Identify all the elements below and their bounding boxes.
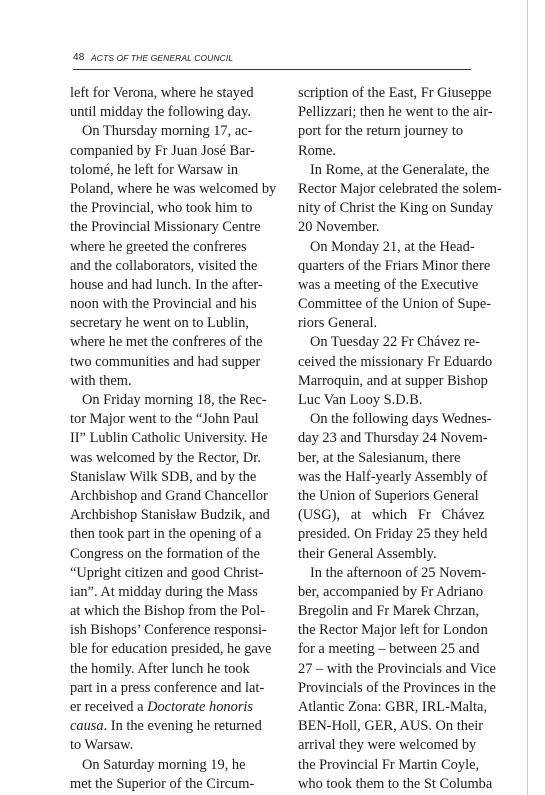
text-line: the Rector Major left for London: [298, 622, 488, 639]
text-line: 27 – with the Provincials and Vice: [298, 660, 496, 677]
text-line: Archbishop and Grand Chancellor: [70, 487, 268, 504]
text-line: ber, accompanied by Fr Adriano: [298, 583, 484, 600]
text-line: riors General.: [298, 315, 378, 332]
text-line: II” Lublin Catholic University. He: [70, 430, 268, 447]
text-line: the Provincial Missionary Centre: [70, 219, 261, 236]
text-line: ceived the missionary Fr Eduardo: [298, 353, 493, 370]
text-line: Poland, where he was welcomed by: [70, 180, 277, 197]
text-run: er received a: [70, 699, 148, 715]
text-line: Stanislaw Wilk SDB, and by the: [70, 468, 257, 485]
text-line: Rome.: [298, 142, 336, 159]
page-number: 48: [73, 52, 85, 63]
right-column: [298, 84, 508, 794]
text-line: [70, 717, 280, 736]
paragraph-start-line: In the afternoon of 25 Novem-: [310, 564, 487, 581]
page-edge-line: [527, 0, 528, 795]
text-line: ber, at the Salesianum, there: [298, 449, 461, 466]
text-line: until midday the following day.: [70, 104, 251, 121]
text-line: was the Half-yearly Assembly of: [298, 468, 488, 485]
paragraph-start-line: On Friday morning 18, the Rec-: [82, 392, 267, 408]
text-line: for a meeting – between 25 and: [298, 641, 480, 658]
text-line: part in a press conference and lat-: [70, 679, 265, 696]
text-line: tolomé, he left for Warsaw in: [70, 161, 239, 178]
text-line: 20 November.: [298, 219, 380, 236]
text-line: was welcomed by the Rector, Dr.: [70, 449, 261, 466]
text-line: at which the Bishop from the Pol-: [70, 603, 266, 620]
text-line: tor Major went to the “John Paul: [70, 411, 259, 428]
paragraph-start-line: On the following days Wednes-: [310, 411, 492, 428]
text-line: companied by Fr Juan José Bar-: [70, 142, 255, 159]
text-line: Archbishop Stanisław Budzik, and: [70, 507, 270, 524]
text-line: the Provincial Fr Martin Coyle,: [298, 756, 480, 773]
text-line: the homily. After lunch he took: [70, 660, 250, 677]
text-line: (USG), at which Fr Chávez: [298, 507, 485, 524]
text-line: who took them to the St Columba: [298, 775, 493, 792]
text-line: house and had lunch. In the after-: [70, 276, 263, 293]
italic-title: causa: [70, 718, 104, 735]
text-line: presided. On Friday 25 they held: [298, 526, 488, 543]
text-line: noon with the Provincial and his: [70, 296, 257, 313]
text-line: Bregolin and Fr Marek Chrzan,: [298, 603, 480, 620]
text-line: Luc Van Looy S.D.B.: [298, 392, 423, 408]
text-line: left for Verona, where he stayed: [70, 85, 254, 101]
text-line: BEN-Holl, GER, AUS. On their: [298, 718, 484, 735]
text-line: day 23 and Thursday 24 Novem-: [298, 430, 488, 447]
text-line: ian”. At midday during the Mass: [70, 583, 258, 600]
text-line: Atlantic Zona: GBR, IRL-Malta,: [298, 699, 488, 715]
running-header: [73, 52, 471, 70]
text-line: then took part in the opening of a: [70, 526, 262, 543]
text-line: quarters of the Friars Minor there: [298, 257, 491, 274]
text-line: Committee of the Union of Supe-: [298, 296, 492, 313]
text-line: the Provincial, who took him to: [70, 200, 253, 217]
paragraph-start-line: On Saturday morning 19, he: [82, 756, 246, 773]
text-line: Pellizzari; then he went to the air-: [298, 104, 493, 121]
text-line: where he greeted the confreres: [70, 238, 247, 255]
text-line: Provincials of the Provinces in the: [298, 679, 496, 696]
text-line: port for the return journey to: [298, 123, 464, 140]
text-line: met the Superior of the Circum-: [70, 775, 255, 792]
text-line: and the collaborators, visited the: [70, 257, 258, 274]
text-line: Marroquin, and at supper Bishop: [298, 372, 488, 389]
text-line: [70, 698, 280, 717]
text-run: . In the evening he returned: [103, 718, 262, 735]
text-line: Congress on the formation of the: [70, 545, 260, 562]
paragraph-start-line: In Rome, at the Generalate, the: [310, 161, 490, 178]
text-line: nity of Christ the King on Sunday: [298, 200, 494, 217]
text-line: secretary he went on to Lublin,: [70, 315, 250, 332]
text-line: Rector Major celebrated the solem-: [298, 180, 502, 197]
text-line: two communities and had supper: [70, 353, 261, 370]
text-line: arrival they were welcomed by: [298, 737, 477, 754]
text-line: was a meeting of the Executive: [298, 276, 479, 293]
paragraph-start-line: On Tuesday 22 Fr Chávez re-: [310, 334, 480, 351]
text-line: the Union of Superiors General: [298, 487, 479, 504]
text-line: where he met the confreres of the: [70, 334, 263, 351]
paragraph-start-line: On Thursday morning 17, ac-: [82, 123, 253, 140]
text-line: scription of the East, Fr Giuseppe: [298, 85, 492, 101]
text-line: their General Assembly.: [298, 545, 437, 562]
text-line: ble for education presided, he gave: [70, 641, 272, 658]
text-line: “Upright citizen and good Christ-: [70, 564, 264, 581]
text-line: to Warsaw.: [70, 737, 134, 754]
header-rule: [73, 69, 471, 70]
text-line: with them.: [70, 372, 132, 389]
italic-title: Doctorate honoris: [147, 699, 254, 715]
paragraph-start-line: On Monday 21, at the Head-: [310, 238, 475, 255]
text-line: ish Bishops’ Conference responsi-: [70, 622, 267, 639]
left-column: [70, 84, 280, 794]
running-head-title: ACTS OF THE GENERAL COUNCIL: [91, 53, 234, 63]
